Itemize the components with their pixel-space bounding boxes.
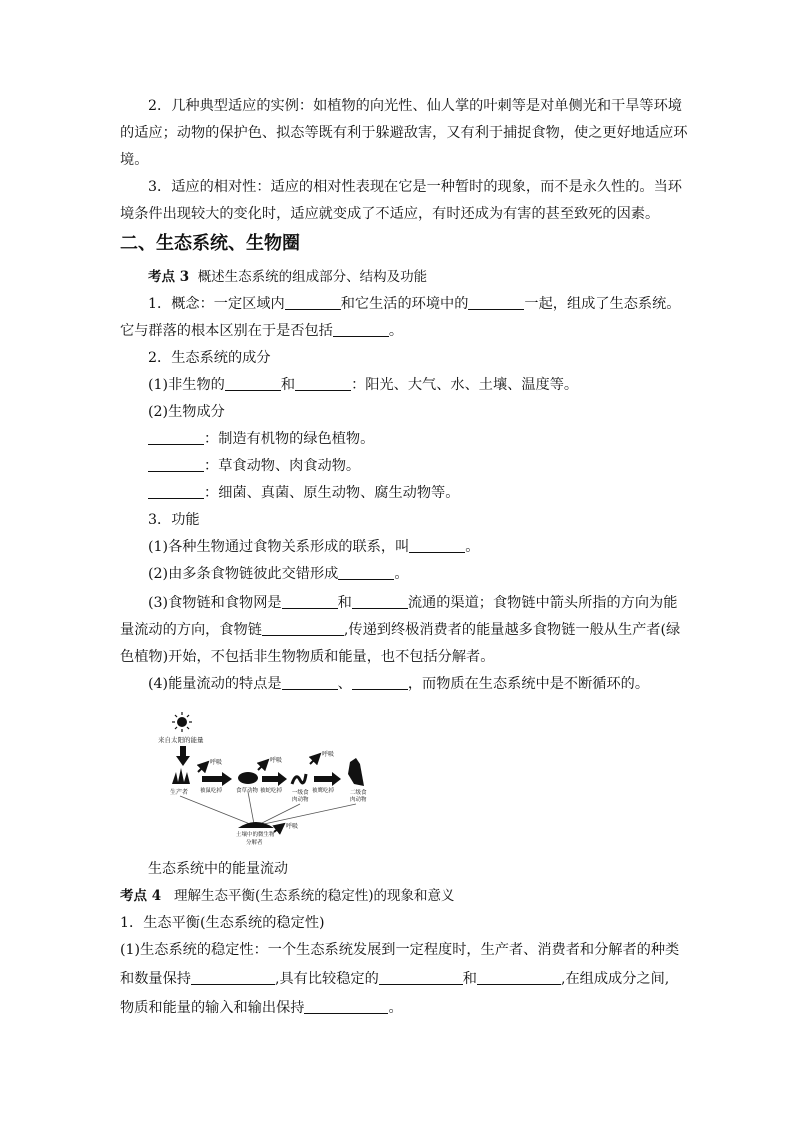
concept-text-c: 一起，组成了生态系统。 [524, 296, 681, 312]
plant-icon [172, 768, 190, 784]
energy-flow-diagram [150, 712, 390, 852]
respiration-label-2: 呼吸 [270, 757, 283, 764]
s1b-text-b: ,具有比较稳定的 [274, 971, 379, 987]
soil-microbes-label: 土壤中的微生物 [236, 832, 275, 838]
adapt-p2-line2: 的适应；动物的保护色、拟态等既有利于躲避敌害，又有利于捕捉食物，使之更好地适应环 [120, 125, 688, 141]
components-abiotic [148, 376, 708, 394]
sun-label: 来自太阳的能量 [158, 736, 204, 744]
kp4-text: 理解生态平衡(生态系统的稳定性)的现象和意义 [173, 888, 455, 904]
blank [225, 376, 281, 391]
f4-text-b: 、 [337, 676, 352, 692]
blank [352, 675, 408, 690]
f3-text-c: 流通的渠道；食物链中箭头所指的方向为能 [407, 595, 678, 611]
f4-text-c: ，而物质在生态系统中是不断循环的。 [407, 676, 650, 692]
f3-line2-text-a: 量流动的方向，食物链 [120, 622, 262, 638]
blank [262, 621, 344, 636]
blank [338, 565, 394, 580]
f2-text-b: 。 [394, 566, 409, 582]
blank [295, 376, 351, 391]
concept-line1 [148, 295, 708, 313]
s1c-text-b: 。 [388, 1000, 403, 1016]
respiration-arrow-4 [274, 824, 284, 832]
arrow-down-icon [176, 746, 190, 766]
components-title: 2．生态系统的成分 [148, 350, 271, 366]
consumer-line [148, 457, 708, 475]
respiration-arrow-1 [198, 762, 208, 772]
primary-carnivore-label-2: 肉动物 [292, 797, 309, 803]
f2-text-a: (2)由多条食物链彼此交错形成 [148, 566, 339, 582]
f4-text-a: (4)能量流动的特点是 [148, 676, 282, 692]
kp3-heading [148, 268, 708, 286]
decomposition-lines [180, 792, 356, 824]
concept-text-a: 1．概念：一定区域内 [148, 296, 285, 312]
f3-text-b: 和 [337, 595, 352, 611]
f1-text-b: 。 [465, 539, 480, 555]
concept-text-b: 和它生活的环境中的 [340, 296, 469, 312]
adapt-p3-line2: 境条件出现较大的变化时，适应就变成了不适应，有时还成为有害的甚至致死的因素。 [120, 206, 660, 222]
snake-icon [292, 774, 306, 784]
adapt-p2-line1: 2．几种典型适应的实例：如植物的向光性、仙人掌的叶刺等是对单侧光和干旱等环境 [148, 98, 682, 114]
blank [285, 295, 341, 310]
function-3-line1 [148, 594, 708, 612]
comp1-text-c: ：阳光、大气、水、土壤、温度等。 [351, 377, 579, 393]
blank [333, 322, 389, 337]
adapt-p2-line3: 境。 [120, 152, 149, 168]
blank [352, 594, 408, 609]
blank [282, 594, 338, 609]
kp4-b1: 1．生态平衡(生态系统的稳定性) [120, 915, 325, 931]
eaten-by-eagle-label: 被鹰吃掉 [312, 788, 335, 794]
function-2 [148, 565, 708, 583]
s1c-text-a: 物质和能量的输入和输出保持 [120, 1000, 305, 1016]
kp3-label: 考点 3 [148, 269, 190, 285]
s1b-text-c: 和 [462, 971, 477, 987]
section-title: 二、生态系统、生物圈 [120, 233, 300, 254]
blank [304, 999, 388, 1014]
kp4-label: 考点 4 [120, 888, 162, 904]
arrow-right-icon [314, 772, 341, 786]
arrow-right-icon [262, 772, 287, 786]
blank [191, 970, 275, 985]
kp4-s1-line1: (1)生态系统的稳定性：一个生态系统发展到一定程度时，生产者、消费者和分解者的种类 [120, 942, 680, 958]
respiration-label-3: 呼吸 [322, 751, 335, 758]
eagle-icon [348, 758, 364, 786]
respiration-label-1: 呼吸 [210, 759, 223, 766]
blank [148, 484, 204, 499]
adapt-p3-line1: 3．适应的相对性：适应的相对性表现在它是一种暂时的现象，而不是永久性的。当环 [148, 179, 682, 195]
primary-carnivore-label-1: 一级食 [292, 790, 309, 796]
function-1 [148, 538, 708, 556]
blank [282, 675, 338, 690]
f3-text-a: (3)食物链和食物网是 [148, 595, 282, 611]
f1-text-a: (1)各种生物通过食物关系形成的联系，叫 [148, 539, 410, 555]
function-title: 3．功能 [148, 512, 200, 528]
mouse-icon [238, 772, 258, 784]
eaten-by-mouse-label: 被鼠吃掉 [200, 788, 223, 794]
herbivore-label: 食草动物 [236, 788, 259, 794]
consumer-text: ：草食动物、肉食动物。 [204, 458, 361, 474]
producer-label: 生产者 [170, 789, 189, 796]
components-biotic-title: (2)生物成分 [148, 404, 225, 420]
blank [468, 295, 524, 310]
s1b-text-d: ,在组成成分之间, [560, 971, 670, 987]
secondary-carnivore-label-1: 二级食 [350, 790, 367, 796]
comp1-text-b: 和 [280, 377, 296, 393]
blank [148, 430, 204, 445]
respiration-arrow-3 [310, 754, 320, 764]
blank [379, 970, 463, 985]
blank [477, 970, 561, 985]
kp4-heading [120, 887, 680, 905]
s1b-text-a: 和数量保持 [120, 971, 191, 987]
eaten-by-snake-label: 被蛇吃掉 [260, 788, 283, 794]
secondary-carnivore-label-2: 肉动物 [350, 797, 367, 803]
kp3-text: 概述生态系统的组成部分、结构及功能 [197, 269, 428, 285]
blank [409, 538, 465, 553]
respiration-label-4: 呼吸 [286, 823, 299, 830]
diagram-caption: 生态系统中的能量流动 [148, 861, 288, 877]
producer-text: ：制造有机物的绿色植物。 [204, 431, 375, 447]
decomposer-text: ：细菌、真菌、原生动物、腐生动物等。 [204, 485, 460, 501]
f3-line2-text-b: ,传递到终极消费者的能量越多食物链一般从生产者(绿 [343, 622, 681, 638]
arrow-right-icon [202, 772, 232, 786]
function-3-line2 [120, 621, 680, 639]
sun-icon [172, 712, 192, 732]
decomposer-line [148, 484, 708, 502]
concept2-text-a: 它与群落的根本区别在于是否包括 [120, 323, 333, 339]
concept2-text-b: 。 [388, 323, 404, 339]
blank [148, 457, 204, 472]
respiration-arrow-2 [258, 760, 268, 770]
decomposer-diagram-label: 分解者 [246, 840, 263, 846]
concept-line2 [120, 322, 680, 340]
kp4-s1-line3 [120, 999, 680, 1017]
comp1-text-a: (1)非生物的 [148, 377, 225, 393]
producer-line [148, 430, 708, 448]
function-4 [148, 675, 708, 693]
kp4-s1-line2 [120, 970, 680, 988]
function-3-line3: 色植物)开始，不包括非生物物质和能量，也不包括分解者。 [120, 649, 495, 665]
